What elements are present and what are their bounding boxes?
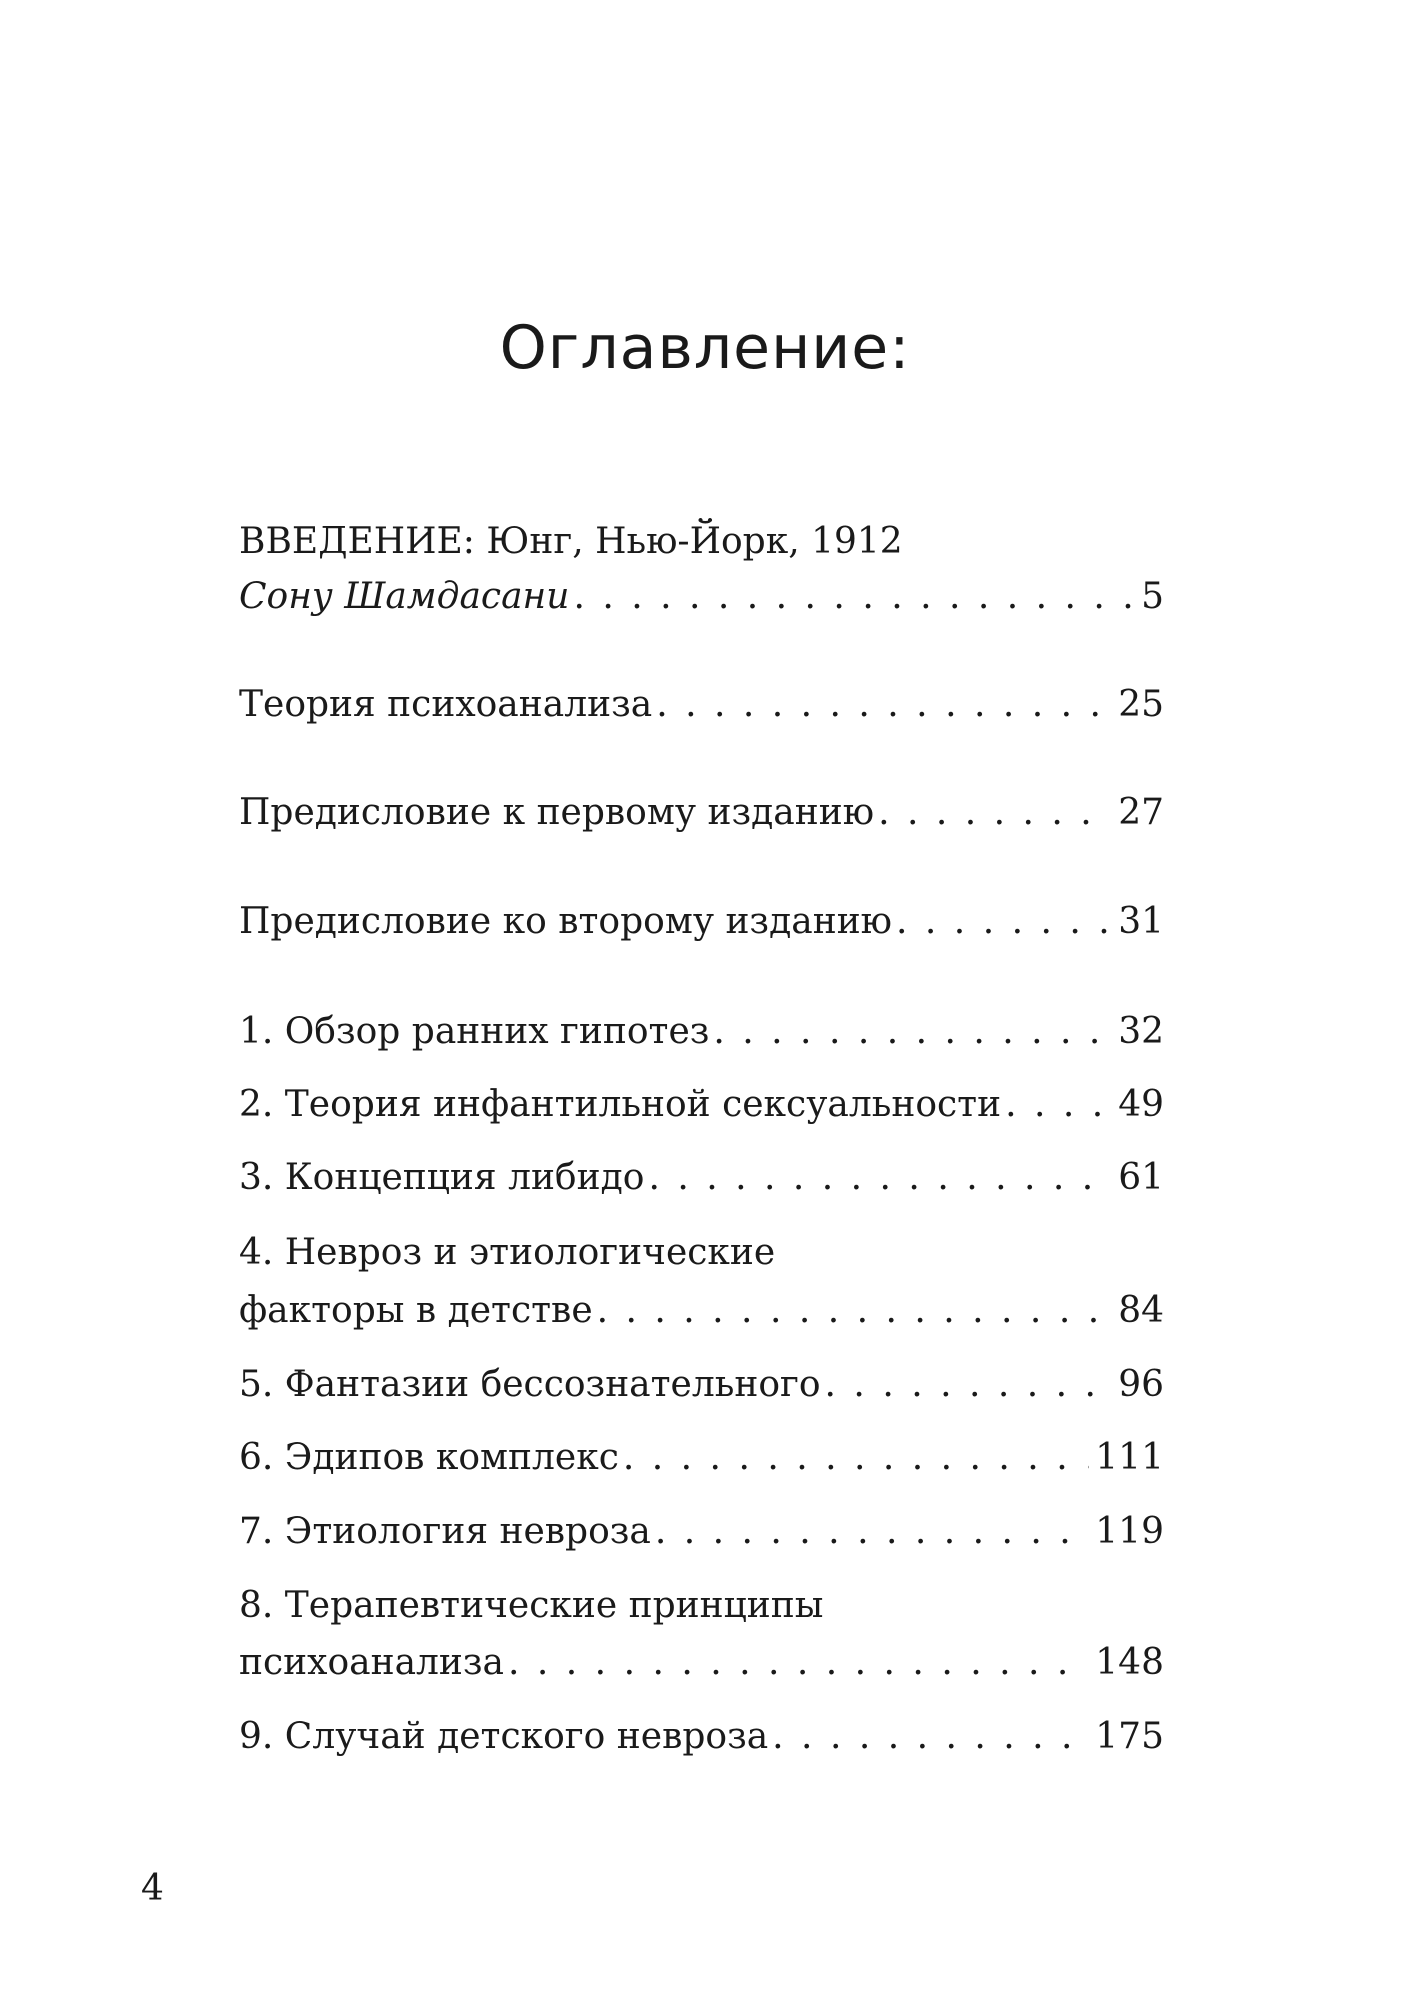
toc-entry-chapter-1[interactable] bbox=[239, 1009, 1164, 1055]
toc-entry-preface-second[interactable] bbox=[239, 899, 1164, 945]
toc-entry-chapter-2[interactable] bbox=[239, 1082, 1164, 1128]
toc-intro-author: Сону Шамдасани bbox=[239, 576, 570, 617]
toc-entry-chapter-9[interactable] bbox=[239, 1714, 1164, 1760]
toc-intro-heading bbox=[239, 519, 1164, 565]
toc-entry-label: Предисловие к первому изданию bbox=[239, 792, 875, 833]
toc-page-number: 31 bbox=[1118, 901, 1164, 942]
toc-entry-label: 8. Терапевтические принципы bbox=[239, 1585, 824, 1626]
toc-page-number: 111 bbox=[1095, 1437, 1164, 1478]
toc-entry-preface-first[interactable] bbox=[239, 790, 1164, 836]
toc-page-number: 32 bbox=[1118, 1011, 1164, 1052]
dot-leader bbox=[508, 1640, 1089, 1686]
toc-entry-label: 9. Случай детского невроза bbox=[239, 1716, 769, 1757]
toc-entry-label: 3. Концепция либидо bbox=[239, 1157, 645, 1198]
toc-entry-chapter-3[interactable] bbox=[239, 1155, 1164, 1201]
toc-page-number: 25 bbox=[1118, 684, 1164, 725]
toc-page-number: 96 bbox=[1118, 1364, 1164, 1405]
toc-entry-chapter-7[interactable] bbox=[239, 1509, 1164, 1555]
toc-entry-label: Предисловие ко второму изданию bbox=[239, 901, 893, 942]
toc-entry-label: 6. Эдипов комплекс bbox=[239, 1437, 619, 1478]
toc-entry-label: факторы в детстве bbox=[239, 1290, 593, 1331]
dot-leader bbox=[878, 790, 1112, 836]
toc-entry-label: психоанализа bbox=[239, 1642, 505, 1683]
page-number-folio: 4 bbox=[141, 1868, 164, 1909]
toc-entry-label: 5. Фантазии бессознательного bbox=[239, 1364, 821, 1405]
dot-leader bbox=[896, 899, 1112, 945]
toc-entry-chapter-5[interactable] bbox=[239, 1362, 1164, 1408]
toc-page-number: 5 bbox=[1141, 576, 1164, 617]
toc-page-number: 175 bbox=[1095, 1716, 1164, 1757]
toc-entry-chapter-6[interactable] bbox=[239, 1435, 1164, 1481]
toc-page-number: 49 bbox=[1118, 1084, 1164, 1125]
toc-entry-chapter-8-line2[interactable] bbox=[239, 1640, 1164, 1686]
dot-leader bbox=[772, 1714, 1089, 1760]
toc-entry-chapter-8-line1[interactable] bbox=[239, 1583, 1164, 1629]
dot-leader bbox=[648, 1155, 1112, 1201]
toc-page-number: 84 bbox=[1118, 1290, 1164, 1331]
dot-leader bbox=[573, 574, 1135, 620]
toc-page-number: 119 bbox=[1095, 1511, 1164, 1552]
dot-leader bbox=[713, 1009, 1112, 1055]
dot-leader bbox=[623, 1435, 1089, 1481]
toc-entry-label: 7. Этиология невроза bbox=[239, 1511, 651, 1552]
dot-leader bbox=[825, 1362, 1113, 1408]
toc-entry-label: Теория психоанализа bbox=[239, 684, 653, 725]
toc-page-number: 148 bbox=[1095, 1642, 1164, 1683]
dot-leader bbox=[597, 1288, 1113, 1334]
toc-entry-label: 2. Теория инфантильной сексуальности bbox=[239, 1084, 1002, 1125]
toc-entry-theory[interactable] bbox=[239, 682, 1164, 728]
toc-intro-author-line[interactable] bbox=[239, 574, 1164, 620]
toc-page-number: 27 bbox=[1118, 792, 1164, 833]
dot-leader bbox=[656, 682, 1112, 728]
toc-entry-label: 4. Невроз и этиологические bbox=[239, 1232, 776, 1273]
page-title: Оглавление: bbox=[499, 313, 911, 383]
toc-page-number: 61 bbox=[1118, 1157, 1164, 1198]
toc-entry-chapter-4-line1[interactable] bbox=[239, 1230, 1164, 1276]
toc-entry-label: 1. Обзор ранних гипотез bbox=[239, 1011, 710, 1052]
dot-leader bbox=[655, 1509, 1089, 1555]
dot-leader bbox=[1005, 1082, 1112, 1128]
toc-intro-heading-text: ВВЕДЕНИЕ: Юнг, Нью-Йорк, 1912 bbox=[239, 521, 903, 562]
toc-entry-chapter-4-line2[interactable] bbox=[239, 1288, 1164, 1334]
